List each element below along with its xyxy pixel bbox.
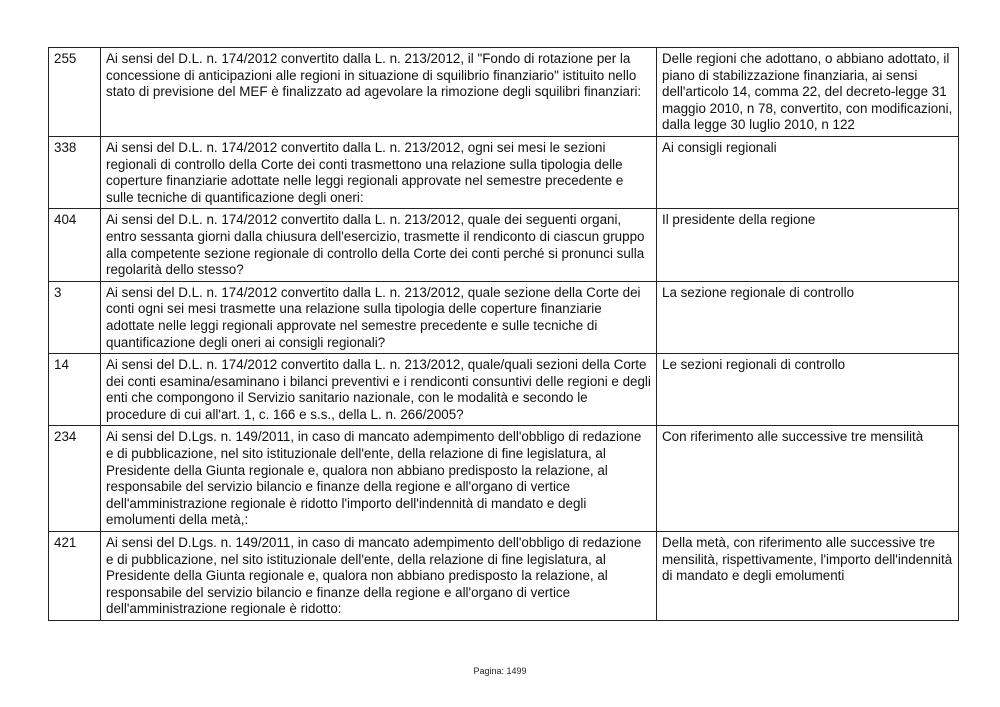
question-id: 421 bbox=[49, 532, 101, 621]
answer-text: Con riferimento alle successive tre mensilità bbox=[657, 426, 959, 532]
answer-text: Ai consigli regionali bbox=[657, 136, 959, 208]
question-text: Ai sensi del D.L. n. 174/2012 convertito dalla L. n. 213/2012, quale/quali sezioni della Corte dei conti esamina/esaminano i bilanci preventivi e i rendiconti consuntivi delle regioni e degli enti che compongono il Servizio sanitario nazionale, con le modalità e secondo le procedure di cui all'art. 1, c. 166 e s.s., della L. n. 266/2005? bbox=[101, 354, 657, 426]
table-row bbox=[49, 209, 959, 281]
answer-text: Della metà, con riferimento alle successive tre mensilità, rispettivamente, l'importo dell'indennità di mandato e degli emolumenti bbox=[657, 532, 959, 621]
answer-text: Il presidente della regione bbox=[657, 209, 959, 281]
question-id: 3 bbox=[49, 281, 101, 353]
question-id: 234 bbox=[49, 426, 101, 532]
question-text: Ai sensi del D.L. n. 174/2012 convertito dalla L. n. 213/2012, quale sezione della Corte dei conti ogni sei mesi trasmette una relazione sulla tipologia delle coperture finanziarie adottate nelle leggi regionali approvate nel semestre precedente e sulle tecniche di quantificazione degli oneri ai consigli regionali? bbox=[101, 281, 657, 353]
qa-table bbox=[48, 47, 959, 621]
qa-table-body bbox=[49, 48, 959, 621]
question-text: Ai sensi del D.L. n. 174/2012 convertito dalla L. n. 213/2012, ogni sei mesi le sezioni regionali di controllo della Corte dei conti trasmettono una relazione sulla tipologia delle coperture finanziarie adottate nelle leggi regionali approvate nel semestre precedente e sulle tecniche di quantificazione degli oneri: bbox=[101, 136, 657, 208]
table-row bbox=[49, 532, 959, 621]
question-text: Ai sensi del D.Lgs. n. 149/2011, in caso di mancato adempimento dell'obbligo di redazione e di pubblicazione, nel sito istituzionale dell'ente, della relazione di fine legislatura, al Presidente della Giunta regionale e, qualora non abbiano predisposto la relazione, al responsabile del servizio bilancio e finanze della regione e all'organo di vertice dell'amministrazione regionale è ridotto: bbox=[101, 532, 657, 621]
question-text: Ai sensi del D.L. n. 174/2012 convertito dalla L. n. 213/2012, quale dei seguenti organi, entro sessanta giorni dalla chiusura dell'esercizio, trasmette il rendiconto di ciascun gruppo alla competente sezione regionale di controllo della Corte dei conti perché si pronunci sulla regolarità dello stesso? bbox=[101, 209, 657, 281]
answer-text: Le sezioni regionali di controllo bbox=[657, 354, 959, 426]
page-number: Pagina: 1499 bbox=[473, 666, 527, 676]
question-id: 14 bbox=[49, 354, 101, 426]
table-row bbox=[49, 426, 959, 532]
table-row bbox=[49, 48, 959, 137]
question-id: 338 bbox=[49, 136, 101, 208]
question-text: Ai sensi del D.L. n. 174/2012 convertito dalla L. n. 213/2012, il "Fondo di rotazione per la concessione di anticipazioni alle regioni in situazione di squilibrio finanziario" istituito nello stato di previsione del MEF è finalizzato ad agevolare la rimozione degli squilibri finanziari: bbox=[101, 48, 657, 137]
table-row bbox=[49, 136, 959, 208]
table-row bbox=[49, 281, 959, 353]
table-row bbox=[49, 354, 959, 426]
question-id: 255 bbox=[49, 48, 101, 137]
answer-text: Delle regioni che adottano, o abbiano adottato, il piano di stabilizzazione finanziaria, ai sensi dell'articolo 14, comma 22, del decreto-legge 31 maggio 2010, n 78, convertito, con modificazioni, dalla legge 30 luglio 2010, n 122 bbox=[657, 48, 959, 137]
question-text: Ai sensi del D.Lgs. n. 149/2011, in caso di mancato adempimento dell'obbligo di redazione e di pubblicazione, nel sito istituzionale dell'ente, della relazione di fine legislatura, al Presidente della Giunta regionale e, qualora non abbiano predisposto la relazione, al responsabile del servizio bilancio e finanze della regione e all'organo di vertice dell'amministrazione regionale è ridotto l'importo dell'indennità di mandato e degli emolumenti della metà,: bbox=[101, 426, 657, 532]
answer-text: La sezione regionale di controllo bbox=[657, 281, 959, 353]
question-id: 404 bbox=[49, 209, 101, 281]
